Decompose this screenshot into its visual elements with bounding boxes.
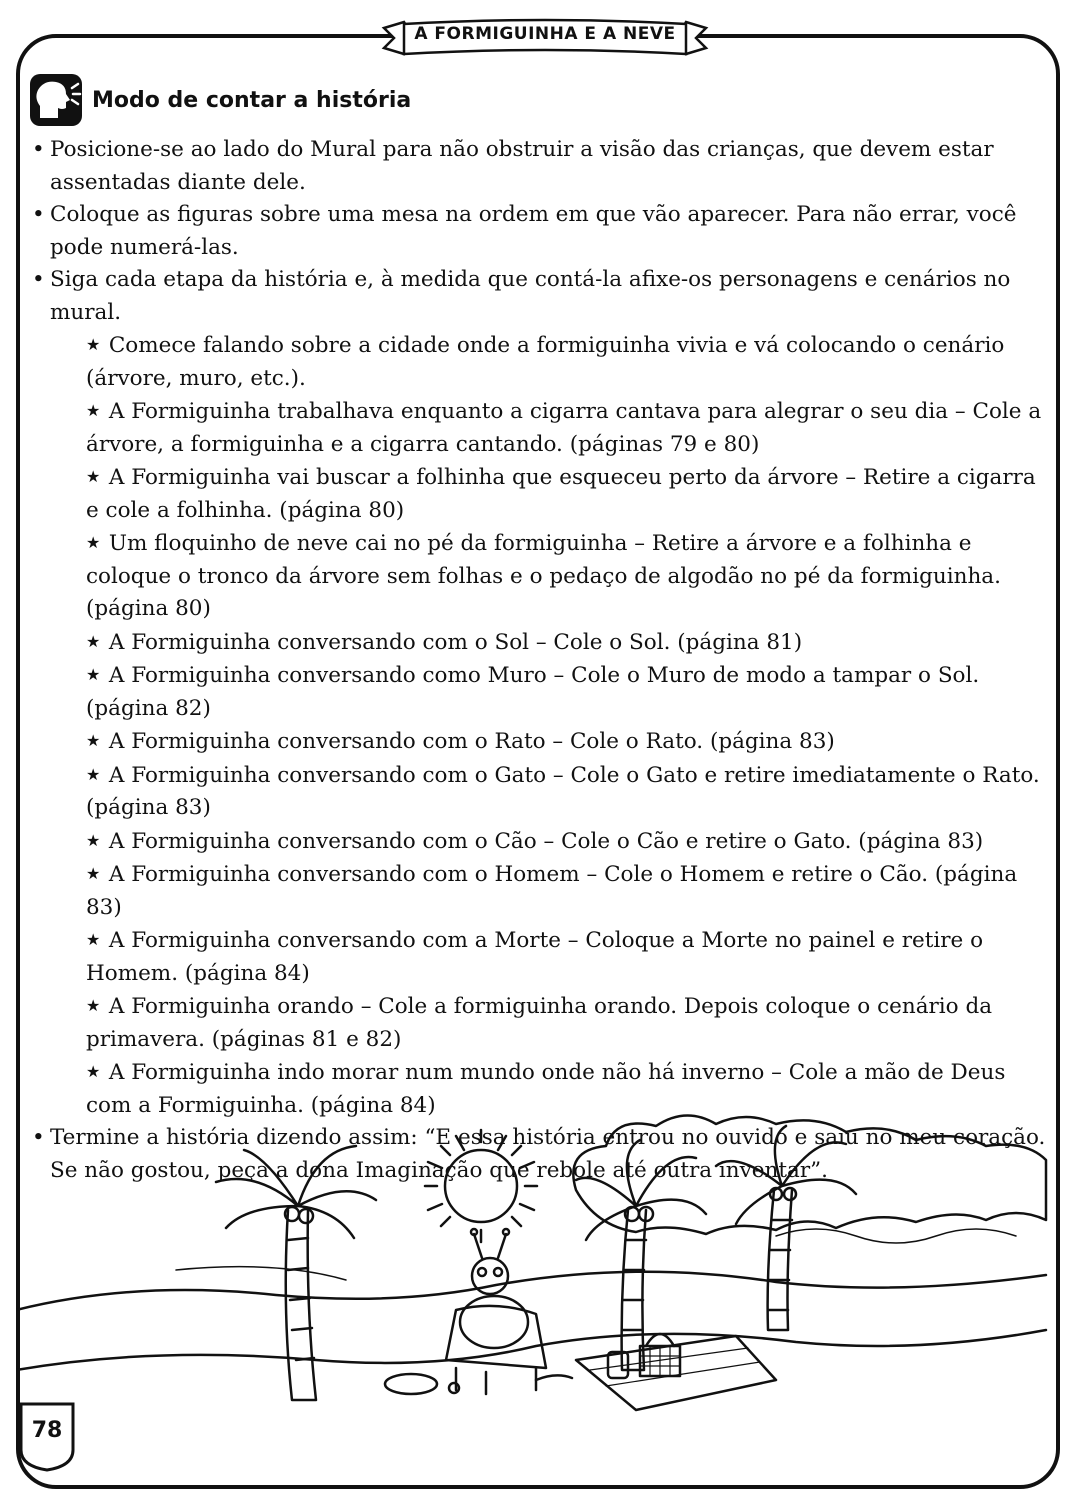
beach-illustration: [16, 1110, 1056, 1440]
sandal-icon: [385, 1374, 437, 1394]
step-text: A Formiguinha conversando com o Rato – Cole o Rato. (página 83): [108, 729, 835, 754]
instructions: [28, 134, 1052, 1187]
star-icon: ★: [86, 1062, 101, 1081]
steps-list: [86, 329, 1052, 1122]
step-text: A Formiguinha orando – Cole a formiguinha orando. Depois coloque o cenário da primavera. (páginas 81 e 82): [86, 994, 993, 1052]
page-number: 78: [31, 1418, 63, 1443]
step-item: [86, 461, 1052, 527]
star-icon: ★: [86, 864, 101, 883]
step-item: [86, 759, 1052, 825]
step-item: [86, 659, 1052, 725]
step-item: [86, 858, 1052, 924]
picnic-basket-icon: [640, 1334, 680, 1376]
step-text: A Formiguinha conversando com o Sol – Cole o Sol. (página 81): [108, 629, 803, 655]
star-icon: ★: [86, 467, 101, 486]
step-text: A Formiguinha conversando com o Cão – Cole o Cão e retire o Gato. (página 83): [108, 828, 984, 854]
step-text: Comece falando sobre a cidade onde a formiguinha vivia e vá colocando o cenário (árvore, muro, etc.).: [86, 333, 1005, 391]
banner-title: A FORMIGUINHA E A NEVE: [414, 24, 676, 44]
step-item: [86, 329, 1052, 395]
star-icon: ★: [86, 401, 101, 420]
step-text: A Formiguinha conversando com a Morte – Coloque a Morte no painel e retire o Homem. (página 84): [86, 928, 984, 986]
ant-character-icon: [446, 1229, 572, 1394]
step-item: [86, 990, 1052, 1056]
step-text: A Formiguinha indo morar num mundo onde não há inverno – Cole a mão de Deus com a Formiguinha. (página 84): [86, 1060, 1006, 1118]
bullet-item: • Coloque as figuras sobre uma mesa na ordem em que vão aparecer. Para não errar, você pode numerá-las.: [28, 199, 1052, 264]
step-item: [86, 527, 1052, 626]
star-icon: ★: [86, 731, 101, 750]
star-icon: ★: [86, 533, 101, 552]
section-header: [28, 72, 411, 128]
step-text: A Formiguinha conversando com o Homem – Cole o Homem e retire o Cão. (página 83): [86, 862, 1018, 920]
step-text: A Formiguinha conversando com o Gato – Cole o Gato e retire imediatamente o Rato. (página 83): [86, 762, 1040, 820]
title-banner: [380, 14, 710, 62]
step-item: [86, 626, 1052, 660]
step-item: [86, 924, 1052, 990]
speaking-head-icon: [28, 72, 84, 128]
star-icon: ★: [86, 764, 101, 784]
section-title: Modo de contar a história: [92, 87, 412, 113]
step-text: A Formiguinha conversando como Muro – Cole o Muro de modo a tampar o Sol. (página 82): [86, 663, 980, 721]
step-text: Um floquinho de neve cai no pé da formiguinha – Retire a árvore e a folhinha e coloque o tronco da árvore sem folhas e o pedaço de algodão no pé da formiguinha. (página 80): [86, 531, 1001, 621]
step-item: [86, 725, 1052, 759]
bullet-item: • Siga cada etapa da história e, à medida que contá-la afixe-os personagens e cenários no mural.: [28, 264, 1052, 329]
star-icon: ★: [86, 335, 101, 354]
star-icon: ★: [86, 996, 101, 1015]
star-icon: ★: [86, 830, 101, 850]
star-icon: ★: [86, 930, 101, 949]
step-item: [86, 825, 1052, 859]
star-icon: ★: [86, 665, 101, 684]
bullet-item: • Posicione-se ao lado do Mural para não obstruir a visão das crianças, que devem estar assentadas diante dele.: [28, 134, 1052, 199]
step-text: A Formiguinha trabalhava enquanto a cigarra cantava para alegrar o seu dia – Cole a árvore, a formiguinha e a cigarra cantando. (páginas 79 e 80): [86, 399, 1042, 457]
bullet-item: • Termine a história dizendo assim: “E essa história entrou no ouvido e saiu no meu coração. Se não gostou, peça a dona Imaginação que rebole até outra inventar”.: [28, 1122, 1052, 1187]
cloud-icon: [573, 1115, 1046, 1234]
star-icon: ★: [86, 631, 101, 651]
sun-icon: [425, 1130, 537, 1242]
step-text: A Formiguinha vai buscar a folhinha que esqueceu perto da árvore – Retire a cigarra e cole a folhinha. (página 80): [86, 465, 1036, 523]
step-item: [86, 395, 1052, 461]
